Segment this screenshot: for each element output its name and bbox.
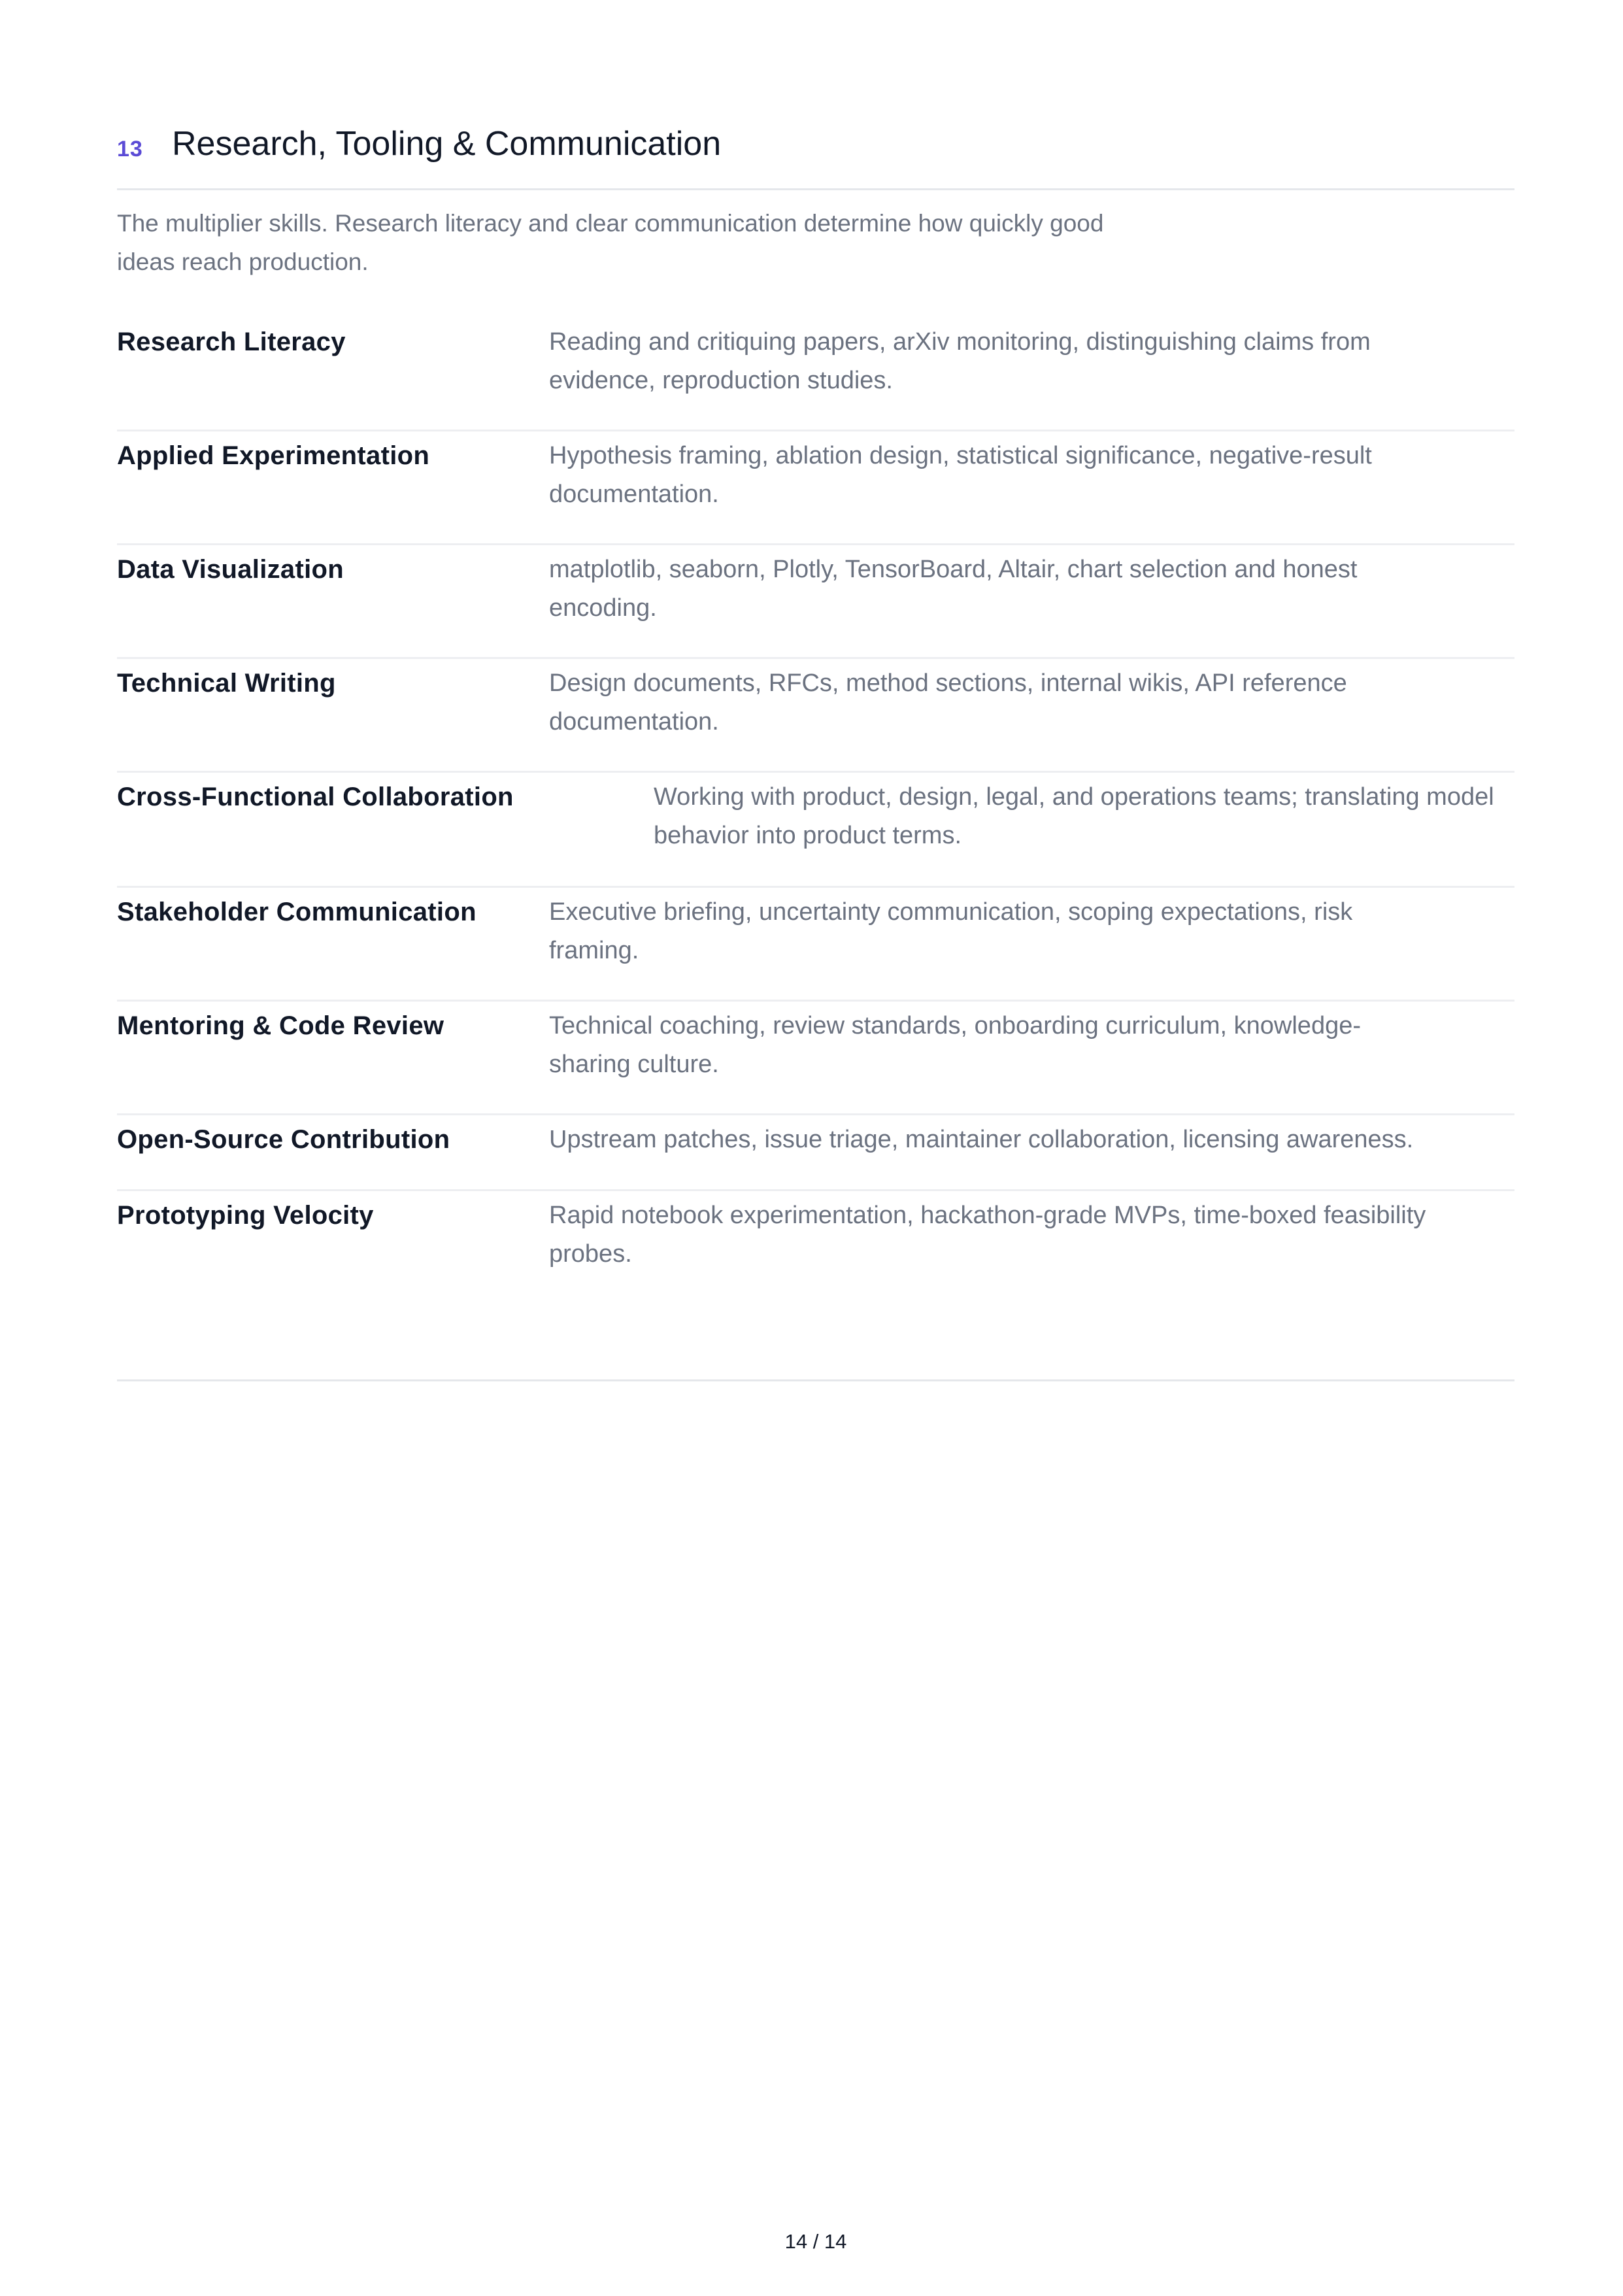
skill-row-mentoring-code-review [117, 1002, 1514, 1115]
skill-description: Rapid notebook experimentation, hackathon-grade MVPs, time-boxed feasibility probes. [549, 1202, 1426, 1268]
skill-description: Hypothesis framing, ablation design, statistical significance, negative-result documentation. [549, 442, 1372, 508]
skill-name: Stakeholder Communication [117, 898, 477, 926]
skill-row-open-source-contribution [117, 1115, 1514, 1191]
skill-description: Technical coaching, review standards, onboarding curriculum, knowledge- sharing culture. [549, 1012, 1361, 1078]
skill-description: Reading and critiquing papers, arXiv monitoring, distinguishing claims from evidence, reproduction studies. [549, 328, 1371, 394]
skill-row-applied-experimentation [117, 431, 1514, 545]
skill-description: matplotlib, seaborn, Plotly, TensorBoard, Altair, chart selection and honest encoding. [549, 556, 1358, 622]
skill-row-research-literacy [117, 318, 1514, 431]
skill-name: Technical Writing [117, 669, 336, 698]
skill-name: Prototyping Velocity [117, 1201, 374, 1230]
skill-row-stakeholder-communication [117, 888, 1514, 1002]
document-page [117, 0, 1514, 2296]
skill-row-data-visualization [117, 545, 1514, 659]
section-intro: The multiplier skills. Research literacy and clear communication determine how quickly good ideas reach production. [117, 210, 1104, 275]
section-number: 13 [117, 137, 143, 161]
skill-name: Data Visualization [117, 555, 344, 584]
skill-row-technical-writing [117, 659, 1514, 773]
section-divider [117, 1379, 1514, 1381]
skill-name: Mentoring & Code Review [117, 1011, 444, 1040]
skill-name: Research Literacy [117, 328, 346, 356]
section-title: Research, Tooling & Communication [172, 125, 722, 163]
skills-table [117, 318, 1514, 1296]
skill-description: Upstream patches, issue triage, maintainer collaboration, licensing awareness. [549, 1126, 1414, 1153]
skill-description: Design documents, RFCs, method sections, internal wikis, API reference documentation. [549, 669, 1347, 735]
skill-row-prototyping-velocity [117, 1191, 1514, 1296]
skill-row-cross-functional-collaboration [117, 773, 1514, 888]
section-header [117, 123, 1514, 190]
skill-name: Cross-Functional Collaboration [117, 783, 514, 811]
skill-description: Working with product, design, legal, and operations teams; translating model behavior into product terms. [654, 783, 1494, 849]
skill-name: Applied Experimentation [117, 441, 430, 470]
page-number: 14 / 14 [784, 2230, 847, 2253]
skill-description: Executive briefing, uncertainty communication, scoping expectations, risk framing. [549, 898, 1353, 964]
skill-name: Open-Source Contribution [117, 1125, 450, 1154]
